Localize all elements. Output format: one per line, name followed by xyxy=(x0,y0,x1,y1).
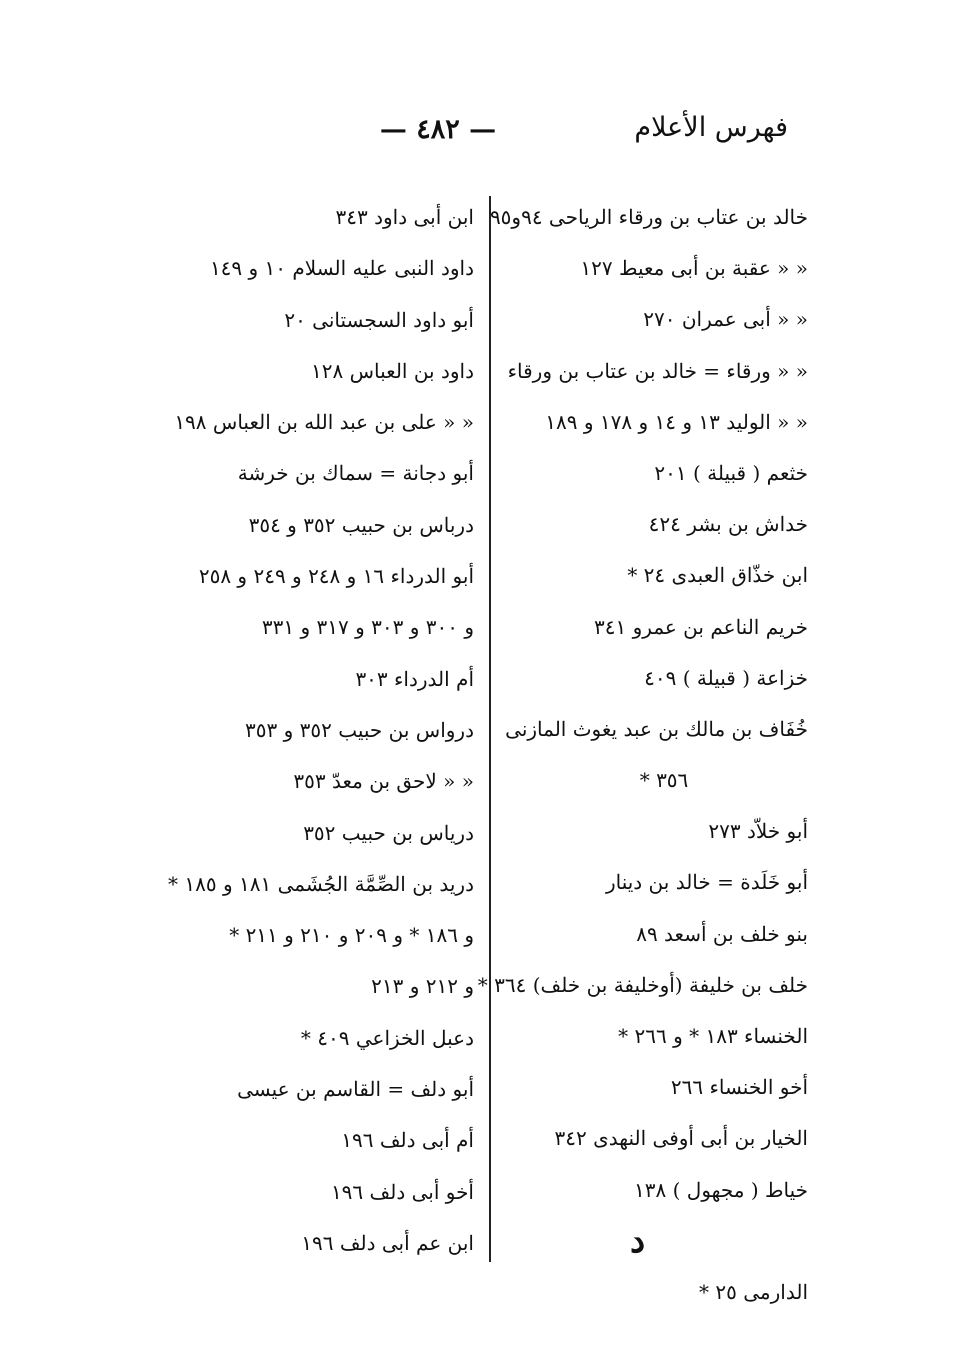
index-entry: « « ورقاء = خالد بن عتاب بن ورقاء xyxy=(507,358,808,383)
page-number: — ٤٨٢ — xyxy=(379,114,497,145)
index-entry: أبو الدرداء ١٦ و ٢٤٨ و ٢٤٩ و ٢٥٨ xyxy=(198,564,474,589)
index-entry-continuation: ٣٥٦ * xyxy=(639,768,689,793)
index-entry: « « أبى عمران ٢٧٠ xyxy=(643,307,808,332)
index-column-right xyxy=(477,192,808,1318)
section-heading-dal: د xyxy=(630,1220,646,1261)
index-entry: ابن خذّاق العبدى ٢٤ * xyxy=(627,563,808,588)
index-entry: درياس بن حبيب ٣٥٢ xyxy=(303,820,474,845)
index-entry: خثعم ( قبيلة ) ٢٠١ xyxy=(654,460,808,485)
index-entry: خداش بن بشر ٤٢٤ xyxy=(648,512,808,537)
index-entry: الخنساء ١٨٣ * و ٢٦٦ * xyxy=(618,1024,808,1048)
index-entry: خزاعة ( قبيلة ) ٤٠٩ xyxy=(644,665,808,690)
index-entry: خُفَاف بن مالك بن عبد يغوث المازنى xyxy=(505,716,808,741)
index-entry: درواس بن حبيب ٣٥٢ و ٣٥٣ xyxy=(245,717,474,742)
index-entry: ابن أبى داود ٣٤٣ xyxy=(335,205,474,229)
index-entry: أم أبى دلف ١٩٦ xyxy=(341,1128,474,1153)
index-entry: « « على بن عبد الله بن العباس ١٩٨ xyxy=(174,410,474,435)
index-entry: أبو داود السجستانى ٢٠ xyxy=(284,307,474,332)
index-entry: أبو خَلَدة = خالد بن دينار xyxy=(605,870,808,895)
index-entry: الخيار بن أبى أوفى النهدى ٣٤٢ xyxy=(554,1126,808,1151)
index-column-left xyxy=(114,192,474,1269)
index-entry: دعبل الخزاعي ٤٠٩ * xyxy=(300,1025,474,1050)
index-entry: أخو أبى دلف ١٩٦ xyxy=(330,1179,474,1204)
index-entry: خريم الناعم بن عمرو ٣٤١ xyxy=(594,614,808,639)
index-entry: أخو الخنساء ٢٦٦ xyxy=(670,1075,808,1100)
index-entry: أبو دجانة = سماك بن خرشة xyxy=(237,461,474,486)
index-entry: الدارمى ٢٥ * xyxy=(699,1279,808,1304)
index-entry: أبو خلاّد ٢٧٣ xyxy=(708,819,808,844)
index-entry: « « لاحق بن معدّ ٣٥٣ xyxy=(293,769,474,794)
index-entry: خلف بن خليفة (أوخليفة بن خلف) ٣٦٤ * xyxy=(477,972,808,997)
index-entry: خياط ( مجهول ) ١٣٨ xyxy=(634,1177,808,1202)
index-entry: داود النبى عليه السلام ١٠ و ١٤٩ xyxy=(209,256,474,281)
index-entry: بنو خلف بن أسعد ٨٩ xyxy=(636,921,808,946)
index-entry: و ٣٠٠ و ٣٠٣ و ٣١٧ و ٣٣١ xyxy=(261,615,474,640)
index-entry: « « عقبة بن أبى معيط ١٢٧ xyxy=(580,256,808,281)
index-entry: أبو دلف = القاسم بن عيسى xyxy=(237,1077,474,1102)
index-entry: درباس بن حبيب ٣٥٢ و ٣٥٤ xyxy=(248,512,474,537)
index-entry: و ٢١٢ و ٢١٣ xyxy=(371,974,474,999)
index-entry: دريد بن الصِّمَّة الجُشَمى ١٨١ و ١٨٥ * xyxy=(168,871,474,896)
index-entry: داود بن العباس ١٢٨ xyxy=(311,358,474,383)
index-entry: خالد بن عتاب بن ورقاء الرياحى ٩٤و٩٥ xyxy=(489,205,808,229)
index-entry: « « الوليد ١٣ و ١٤ و ١٧٨ و ١٨٩ xyxy=(545,409,808,434)
index-entry: أم الدرداء ٣٠٣ xyxy=(355,666,474,691)
index-entry: ابن عم أبى دلف ١٩٦ xyxy=(301,1230,474,1255)
page-title: فهرس الأعلام xyxy=(634,112,788,143)
index-entry: و ١٨٦ * و ٢٠٩ و ٢١٠ و ٢١١ * xyxy=(229,923,474,948)
